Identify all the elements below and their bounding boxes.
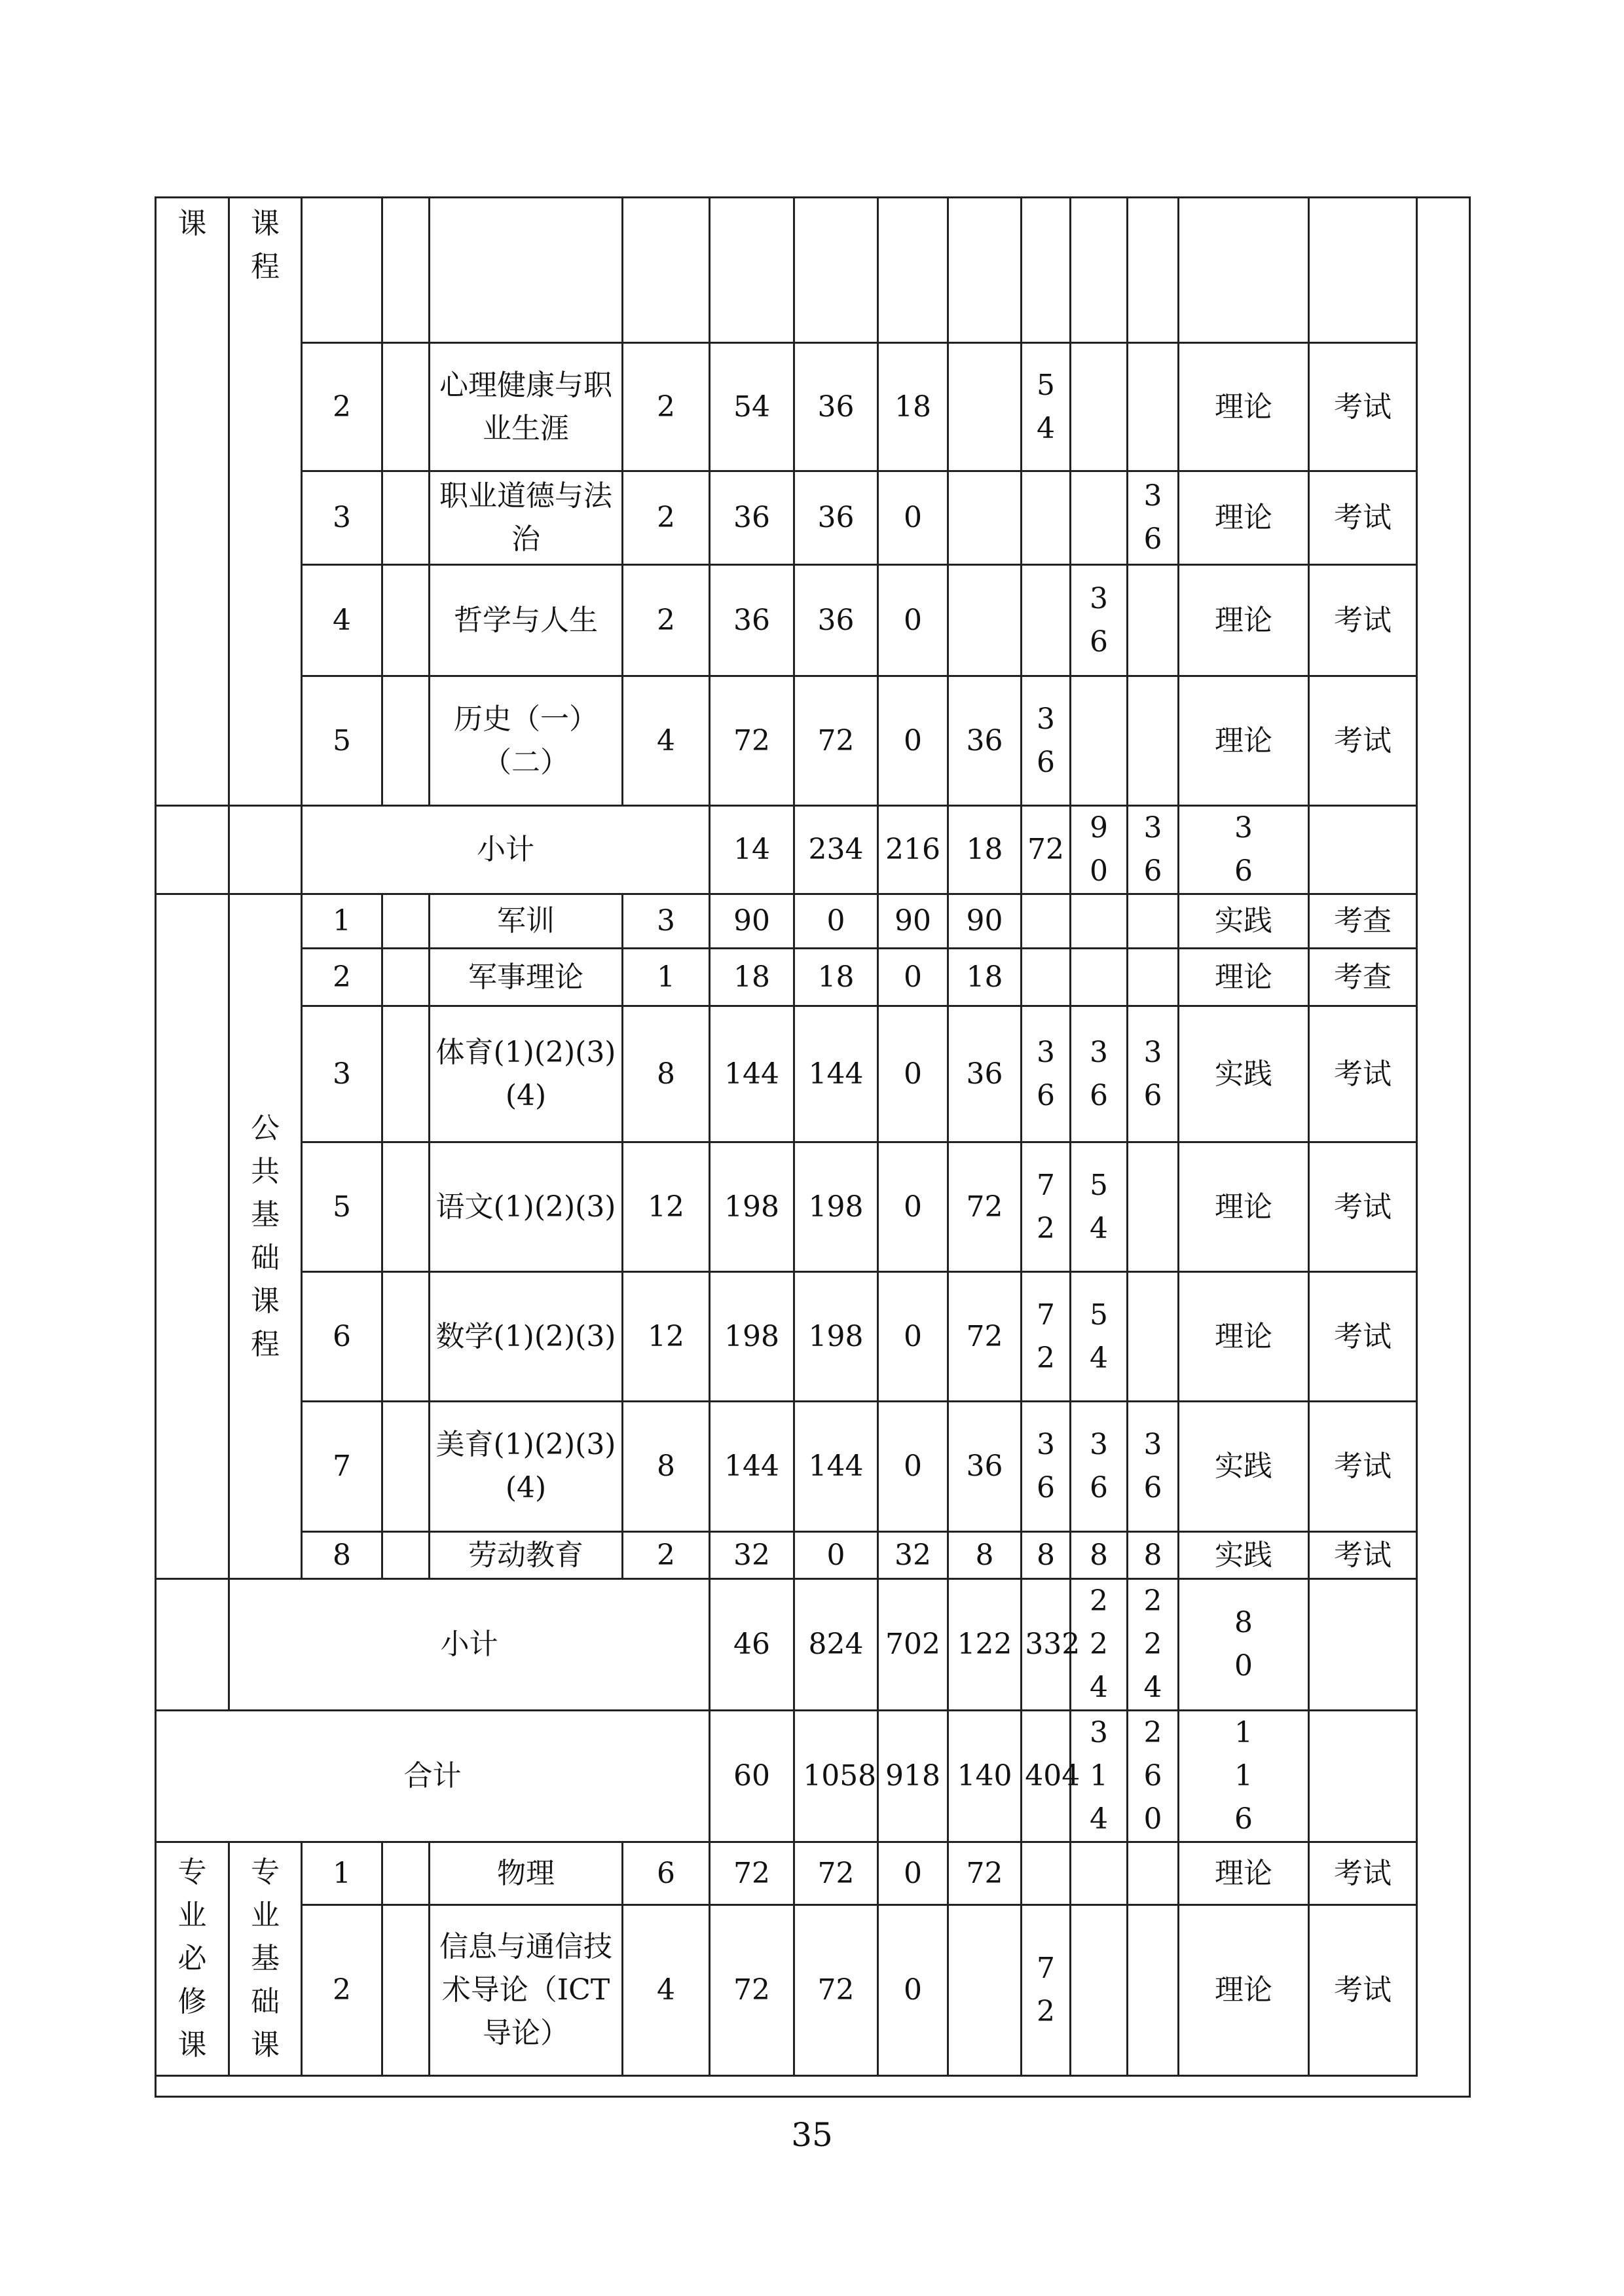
table-cell xyxy=(1022,343,1071,471)
table-cell xyxy=(1022,565,1071,676)
table-cell xyxy=(1128,1272,1179,1402)
table-cell: 144 xyxy=(794,1006,878,1142)
major-category-cell xyxy=(156,1842,229,2076)
table-cell xyxy=(948,1711,1022,1842)
table-cell xyxy=(1022,1905,1071,2076)
subtotal-row xyxy=(156,806,1417,894)
table-cell: 军训 xyxy=(430,894,623,949)
table-cell: 考试 xyxy=(1309,676,1417,806)
cell-text: 404 xyxy=(1025,1759,1080,1793)
table-cell xyxy=(1071,471,1128,565)
table-cell: 0 xyxy=(878,1272,948,1402)
table-row xyxy=(156,343,1417,471)
table-cell xyxy=(302,198,382,343)
table-row xyxy=(156,198,1417,343)
table-cell: 3 xyxy=(623,894,710,949)
table-cell: 理论 xyxy=(1179,1905,1309,2076)
table-cell: 0 xyxy=(878,676,948,806)
table-row xyxy=(156,1006,1417,1142)
table-cell: 5 xyxy=(302,676,382,806)
table-cell: 0 xyxy=(878,1402,948,1532)
table-cell xyxy=(1071,1402,1128,1532)
table-cell: 心理健康与职业生涯 xyxy=(430,343,623,471)
cell-text: 260 xyxy=(1143,1716,1162,1836)
table-cell: 实践 xyxy=(1179,1402,1309,1532)
table-cell: 36 xyxy=(948,1402,1022,1532)
table-cell: 8 xyxy=(1071,1532,1128,1579)
table-cell: 234 xyxy=(794,806,878,894)
table-cell: 合计 xyxy=(156,1711,710,1842)
table-cell xyxy=(382,676,430,806)
table-cell: 8 xyxy=(623,1402,710,1532)
table-cell xyxy=(1071,949,1128,1006)
table-cell: 18 xyxy=(948,949,1022,1006)
table-cell: 36 xyxy=(794,565,878,676)
table-cell: 46 xyxy=(710,1579,794,1711)
table-cell: 36 xyxy=(710,471,794,565)
table-cell xyxy=(1022,1579,1080,1711)
table-cell: 0 xyxy=(878,471,948,565)
table-cell: 考试 xyxy=(1309,343,1417,471)
table-cell: 0 xyxy=(878,1842,948,1905)
table-row xyxy=(156,676,1417,806)
cell-text: 专业必修课 xyxy=(177,1855,207,2062)
table-cell: 198 xyxy=(794,1272,878,1402)
table-cell: 72 xyxy=(794,1842,878,1905)
table-cell xyxy=(1071,806,1128,894)
table-cell: 4 xyxy=(302,565,382,676)
table-cell: 144 xyxy=(710,1402,794,1532)
cell-text: 课 xyxy=(177,207,207,240)
cell-text: 36 xyxy=(1143,811,1162,888)
table-cell: 14 xyxy=(710,806,794,894)
table-cell xyxy=(1022,676,1071,806)
table-cell xyxy=(430,198,623,343)
table-cell xyxy=(1128,471,1179,565)
table-cell xyxy=(156,894,229,1579)
table-cell xyxy=(623,198,710,343)
cell-text: 36 xyxy=(1090,1035,1108,1112)
table-cell: 72 xyxy=(710,1905,794,2076)
table-cell xyxy=(1309,1711,1417,1842)
table-cell xyxy=(948,343,1022,471)
cell-text: 36 xyxy=(1143,479,1162,556)
table-cell: 1 xyxy=(302,894,382,949)
table-cell: 3 xyxy=(302,1006,382,1142)
table-cell xyxy=(1022,949,1071,1006)
cell-text: 140 xyxy=(957,1759,1012,1793)
table-cell: 72 xyxy=(710,1842,794,1905)
table-cell xyxy=(382,894,430,949)
table-cell xyxy=(1071,198,1128,343)
table-cell xyxy=(1128,806,1179,894)
table-cell: 考试 xyxy=(1309,1402,1417,1532)
table-cell: 2 xyxy=(302,949,382,1006)
total-row xyxy=(156,1711,1417,1842)
table-cell: 4 xyxy=(623,676,710,806)
table-cell: 体育(1)(2)(3)(4) xyxy=(430,1006,623,1142)
table-cell: 90 xyxy=(878,894,948,949)
table-cell xyxy=(1128,343,1179,471)
table-cell: 12 xyxy=(623,1142,710,1272)
table-cell xyxy=(948,471,1022,565)
table-cell: 实践 xyxy=(1179,894,1309,949)
table-cell xyxy=(1071,1905,1128,2076)
table-cell: 物理 xyxy=(430,1842,623,1905)
table-cell: 2 xyxy=(302,1905,382,2076)
table-cell: 18 xyxy=(878,343,948,471)
table-cell: 实践 xyxy=(1179,1006,1309,1142)
subtotal-row xyxy=(156,1579,1417,1711)
table-cell xyxy=(1071,565,1128,676)
cell-text: 332 xyxy=(1025,1628,1080,1661)
cell-text: 公共基础课程 xyxy=(251,1111,280,1361)
cell-text: 72 xyxy=(1037,1168,1055,1245)
cell-text: 314 xyxy=(1090,1716,1108,1836)
table-cell: 8 xyxy=(623,1006,710,1142)
table-cell: 36 xyxy=(794,471,878,565)
table-cell xyxy=(1022,198,1071,343)
cell-text: 54 xyxy=(1037,368,1055,445)
table-cell: 美育(1)(2)(3)(4) xyxy=(430,1402,623,1532)
table-cell: 理论 xyxy=(1179,343,1309,471)
table-cell xyxy=(1179,198,1309,343)
table-cell: 理论 xyxy=(1179,1142,1309,1272)
table-cell xyxy=(1128,949,1179,1006)
table-cell xyxy=(382,1532,430,1579)
table-cell: 实践 xyxy=(1179,1532,1309,1579)
table-cell: 考试 xyxy=(1309,1142,1417,1272)
cell-text: 36 xyxy=(1090,581,1108,659)
table-cell: 198 xyxy=(794,1142,878,1272)
table-cell: 18 xyxy=(948,806,1022,894)
table-cell xyxy=(948,1579,1022,1711)
table-cell: 198 xyxy=(710,1272,794,1402)
table-cell: 72 xyxy=(794,1905,878,2076)
cell-text: 90 xyxy=(1090,811,1108,888)
table-cell xyxy=(156,1579,229,1711)
table-cell: 72 xyxy=(710,676,794,806)
table-cell: 144 xyxy=(710,1006,794,1142)
table-cell: 历史（一）（二） xyxy=(430,676,623,806)
cell-text: 116 xyxy=(1234,1716,1253,1836)
table-cell: 劳动教育 xyxy=(430,1532,623,1579)
table-cell xyxy=(1022,1006,1071,1142)
table-cell xyxy=(382,1142,430,1272)
table-cell xyxy=(1309,806,1417,894)
table-cell xyxy=(1128,1711,1179,1842)
table-cell: 0 xyxy=(794,894,878,949)
table-cell: 考试 xyxy=(1309,565,1417,676)
table-cell xyxy=(1128,198,1179,343)
table-cell: 2 xyxy=(623,343,710,471)
table-cell xyxy=(1128,894,1179,949)
table-cell xyxy=(1022,894,1071,949)
table-row xyxy=(156,1842,1417,1905)
table-cell xyxy=(1071,1842,1128,1905)
table-cell: 702 xyxy=(878,1579,948,1711)
table-cell xyxy=(1128,1579,1179,1711)
table-cell xyxy=(382,1842,430,1905)
table-cell: 32 xyxy=(878,1532,948,1579)
table-cell xyxy=(382,471,430,565)
table-cell xyxy=(1128,1905,1179,2076)
table-cell: 8 xyxy=(1128,1532,1179,1579)
cell-text: 36 xyxy=(1143,1035,1162,1112)
table-cell xyxy=(948,565,1022,676)
curriculum-table xyxy=(155,196,1418,2077)
table-cell xyxy=(1071,894,1128,949)
table-cell: 2 xyxy=(623,565,710,676)
table-cell xyxy=(1128,1402,1179,1532)
table-cell xyxy=(1022,1272,1071,1402)
cell-text: 36 xyxy=(1234,811,1253,888)
cell-text: 专业基础课 xyxy=(251,1855,280,2062)
table-cell: 6 xyxy=(623,1842,710,1905)
table-cell xyxy=(1022,1711,1080,1842)
table-cell: 5 xyxy=(302,1142,382,1272)
cell-text: 54 xyxy=(1090,1168,1108,1245)
table-cell: 60 xyxy=(710,1711,794,1842)
table-cell: 考试 xyxy=(1309,1006,1417,1142)
table-cell xyxy=(1179,1579,1309,1711)
table-cell: 1 xyxy=(623,949,710,1006)
table-row xyxy=(156,1532,1417,1579)
table-cell: 90 xyxy=(948,894,1022,949)
table-cell: 36 xyxy=(948,1006,1022,1142)
table-cell xyxy=(1128,1142,1179,1272)
table-cell: 考试 xyxy=(1309,1532,1417,1579)
major-subcategory-cell xyxy=(229,1842,302,2076)
table-cell: 918 xyxy=(878,1711,948,1842)
table-cell: 1 xyxy=(302,1842,382,1905)
table-cell xyxy=(156,806,229,894)
table-cell: 144 xyxy=(794,1402,878,1532)
table-cell xyxy=(1309,1579,1417,1711)
table-cell: 198 xyxy=(710,1142,794,1272)
table-cell xyxy=(1128,565,1179,676)
table-cell: 72 xyxy=(948,1842,1022,1905)
table-cell xyxy=(1071,1142,1128,1272)
table-cell: 3 xyxy=(302,471,382,565)
table-cell: 考试 xyxy=(1309,1272,1417,1402)
table-cell: 36 xyxy=(794,343,878,471)
table-cell xyxy=(1071,676,1128,806)
table-cell: 理论 xyxy=(1179,1272,1309,1402)
table-cell xyxy=(1071,1272,1128,1402)
table-cell: 职业道德与法治 xyxy=(430,471,623,565)
table-cell: 36 xyxy=(710,565,794,676)
table-cell xyxy=(710,198,794,343)
table-cell xyxy=(1128,1842,1179,1905)
table-cell xyxy=(948,198,1022,343)
table-cell xyxy=(948,1905,1022,2076)
cell-text: 54 xyxy=(1090,1298,1108,1375)
table-row xyxy=(156,1905,1417,2076)
table-cell: 考查 xyxy=(1309,949,1417,1006)
table-cell xyxy=(1128,1006,1179,1142)
table-cell xyxy=(1179,1711,1309,1842)
cell-text: 224 xyxy=(1090,1584,1108,1704)
table-cell: 72 xyxy=(948,1142,1022,1272)
table-cell xyxy=(794,1711,878,1842)
table-cell: 理论 xyxy=(1179,949,1309,1006)
table-cell: 12 xyxy=(623,1272,710,1402)
category-cell xyxy=(156,198,229,806)
table-cell xyxy=(1022,1142,1071,1272)
table-cell: 语文(1)(2)(3) xyxy=(430,1142,623,1272)
table-cell xyxy=(382,1402,430,1532)
table-cell: 0 xyxy=(878,565,948,676)
table-cell: 小计 xyxy=(302,806,710,894)
subcategory-cell xyxy=(229,198,302,806)
table-row xyxy=(156,471,1417,565)
table-cell: 18 xyxy=(710,949,794,1006)
table-cell: 32 xyxy=(710,1532,794,1579)
table-cell: 小计 xyxy=(229,1579,710,1711)
public-basic-label xyxy=(229,894,302,1579)
table-cell: 考查 xyxy=(1309,894,1417,949)
table-cell xyxy=(382,1905,430,2076)
table-cell xyxy=(382,198,430,343)
cell-text: 36 xyxy=(1037,702,1055,779)
table-cell: 4 xyxy=(623,1905,710,2076)
table-cell: 0 xyxy=(878,1006,948,1142)
table-row xyxy=(156,894,1417,949)
table-row xyxy=(156,565,1417,676)
table-cell: 8 xyxy=(302,1532,382,1579)
table-cell: 0 xyxy=(794,1532,878,1579)
table-cell: 0 xyxy=(878,1142,948,1272)
cell-text: 80 xyxy=(1234,1606,1253,1683)
table-cell: 7 xyxy=(302,1402,382,1532)
table-cell: 考试 xyxy=(1309,1842,1417,1905)
page-number: 35 xyxy=(791,2116,833,2154)
table-cell xyxy=(382,1272,430,1402)
cell-text: 36 xyxy=(1037,1428,1055,1504)
cell-text: 36 xyxy=(1037,1035,1055,1112)
table-cell xyxy=(1022,1402,1071,1532)
cell-text: 72 xyxy=(1037,1952,1055,2028)
table-cell: 72 xyxy=(794,676,878,806)
table-cell xyxy=(1022,471,1071,565)
table-cell xyxy=(229,806,302,894)
table-cell: 理论 xyxy=(1179,565,1309,676)
table-cell xyxy=(382,1006,430,1142)
table-cell: 2 xyxy=(623,1532,710,1579)
table-cell: 216 xyxy=(878,806,948,894)
table-cell: 72 xyxy=(948,1272,1022,1402)
table-cell: 0 xyxy=(878,949,948,1006)
table-cell: 54 xyxy=(710,343,794,471)
cell-text: 36 xyxy=(1090,1428,1108,1504)
table-cell xyxy=(382,565,430,676)
cell-text: 122 xyxy=(957,1628,1012,1661)
cell-text: 1058 xyxy=(803,1759,877,1793)
table-cell: 信息与通信技术导论（ICT导论） xyxy=(430,1905,623,2076)
cell-text: 224 xyxy=(1143,1584,1162,1704)
table-cell: 考试 xyxy=(1309,1905,1417,2076)
table-cell: 90 xyxy=(710,894,794,949)
table-cell xyxy=(382,949,430,1006)
table-cell xyxy=(382,343,430,471)
table-row xyxy=(156,1142,1417,1272)
table-cell: 数学(1)(2)(3) xyxy=(430,1272,623,1402)
table-cell xyxy=(1128,676,1179,806)
table-row xyxy=(156,1402,1417,1532)
table-cell: 36 xyxy=(948,676,1022,806)
cell-text: 课程 xyxy=(251,207,280,283)
cell-text: 72 xyxy=(1037,1298,1055,1375)
table-cell: 8 xyxy=(948,1532,1022,1579)
table-cell: 军事理论 xyxy=(430,949,623,1006)
table-cell: 考试 xyxy=(1309,471,1417,565)
table-cell xyxy=(1179,806,1309,894)
table-cell: 理论 xyxy=(1179,471,1309,565)
table-cell: 理论 xyxy=(1179,1842,1309,1905)
table-row xyxy=(156,1272,1417,1402)
table-cell: 0 xyxy=(878,1905,948,2076)
table-cell xyxy=(1071,1006,1128,1142)
table-cell: 6 xyxy=(302,1272,382,1402)
table-cell xyxy=(878,198,948,343)
table-cell: 8 xyxy=(1022,1532,1071,1579)
table-cell: 2 xyxy=(623,471,710,565)
table-cell xyxy=(1022,1842,1071,1905)
table-cell: 18 xyxy=(794,949,878,1006)
table-row xyxy=(156,949,1417,1006)
table-cell: 理论 xyxy=(1179,676,1309,806)
table-cell: 2 xyxy=(302,343,382,471)
table-cell: 哲学与人生 xyxy=(430,565,623,676)
table-cell xyxy=(794,198,878,343)
cell-text: 36 xyxy=(1143,1428,1162,1504)
table-cell xyxy=(1071,343,1128,471)
table-cell: 72 xyxy=(1022,806,1071,894)
table-cell: 824 xyxy=(794,1579,878,1711)
table-cell xyxy=(1309,198,1417,343)
